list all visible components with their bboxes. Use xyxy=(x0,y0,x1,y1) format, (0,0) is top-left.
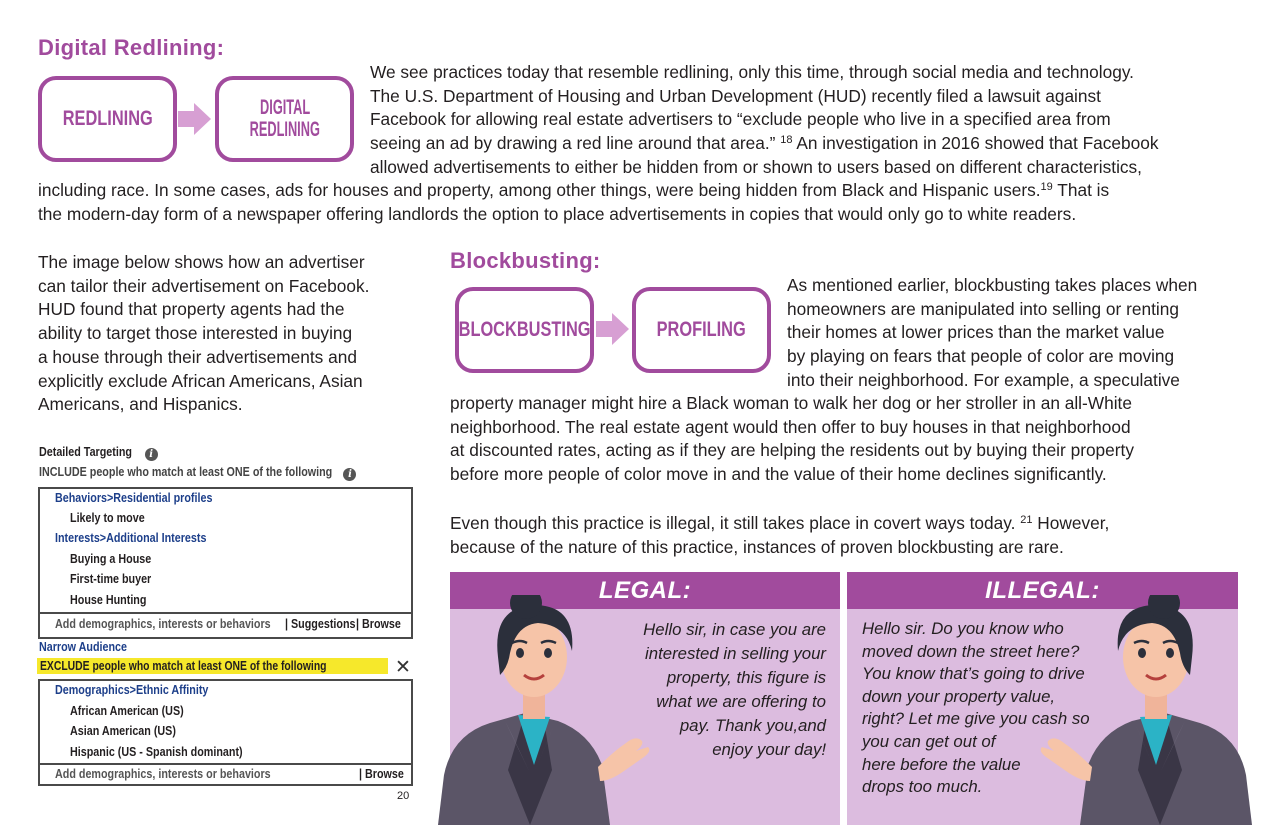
close-icon[interactable]: ✕ xyxy=(395,657,411,678)
exclude-item[interactable] xyxy=(70,724,193,738)
exclude-box[interactable] xyxy=(38,679,413,786)
redlining-line: Facebook for allowing real estate advertisers to “exclude people who live in a specified area from xyxy=(370,109,1111,130)
include-item-label: Likely to move xyxy=(70,511,145,525)
blockbusting-line: at discounted rates, acting as if they are helping the residents out by buying their property xyxy=(450,440,1134,461)
exclude-label: EXCLUDE people who match at least ONE of the following xyxy=(40,659,327,673)
digital-redlining-heading: Digital Redlining: xyxy=(38,35,225,60)
redlining-box xyxy=(38,76,177,162)
blockbusting-line: into their neighborhood. For example, a speculative xyxy=(787,369,1180,390)
redlining-line xyxy=(38,179,1109,203)
illegal-panel-title: ILLEGAL: xyxy=(847,572,1238,609)
profiling-box xyxy=(632,287,771,373)
suggestions-link[interactable] xyxy=(285,617,367,631)
speech-line: you can get out of xyxy=(862,731,996,751)
exclude-category xyxy=(55,683,233,697)
include-category-label: Interests>Additional Interests xyxy=(55,531,207,545)
blockbusting-line: property manager might hire a Black woman to walk her dog or her stroller in an all-White xyxy=(450,393,1132,413)
speech-line: down your property value, xyxy=(862,686,1056,706)
intro-line: The image below shows how an advertiser xyxy=(38,252,365,272)
redlining-line-text: That is xyxy=(1052,180,1110,200)
intro-line: Americans, and Hispanics. xyxy=(38,394,243,415)
browse-link[interactable] xyxy=(359,767,411,781)
intro-line: ability to target those interested in buying xyxy=(38,323,353,344)
include-add-input[interactable] xyxy=(55,617,306,631)
speech-line: moved down the street here? xyxy=(862,641,1080,661)
redlining-line xyxy=(370,132,1159,156)
browse-link[interactable] xyxy=(356,617,408,631)
include-item[interactable] xyxy=(70,593,159,607)
redlining-line: The U.S. Department of Housing and Urban Development (HUD) recently filed a lawsuit against xyxy=(370,85,1101,106)
redlining-line: We see practices today that resemble redlining, only this time, through social media and technology. xyxy=(370,62,1134,82)
legal-speech xyxy=(643,618,826,762)
blockbusting-line: by playing on fears that people of color are moving xyxy=(787,346,1175,367)
facebook-intro-paragraph xyxy=(38,251,369,417)
blockbusting-paragraph-2 xyxy=(450,512,1109,559)
legal-panel-title: LEGAL: xyxy=(450,572,840,609)
exclude-item[interactable] xyxy=(70,745,271,759)
speech-line: what we are offering to xyxy=(656,692,826,711)
detailed-targeting-title: Detailed Targeting xyxy=(39,445,132,459)
blockbusting-paragraph-bottom xyxy=(450,392,1134,487)
browse-label: | Browse xyxy=(356,617,401,631)
include-item-label: Buying a House xyxy=(70,552,152,566)
include-label: INCLUDE people who match at least ONE of the following xyxy=(39,465,333,479)
include-label-row xyxy=(39,465,356,481)
intro-line: can tailor their advertisement on Facebook. xyxy=(38,275,370,296)
blockbusting-paragraph-top xyxy=(787,274,1197,393)
exclude-label-row xyxy=(37,659,388,673)
speech-line: Hello sir. Do you know who xyxy=(862,619,1064,638)
page-number: 20 xyxy=(397,790,410,802)
agent-woman-illustration-left xyxy=(430,595,660,825)
exclude-add-input[interactable] xyxy=(55,767,306,781)
include-item[interactable] xyxy=(70,511,157,525)
redlining-line: the modern-day form of a newspaper offering landlords the option to place advertisements in copies that would only go to white readers. xyxy=(38,203,1077,224)
blockbusting-box-label: BLOCKBUSTING xyxy=(458,318,591,341)
include-category xyxy=(55,531,231,545)
blockbusting-heading: Blockbusting: xyxy=(450,248,601,273)
include-item[interactable] xyxy=(70,552,164,566)
intro-line: a house through their advertisements and xyxy=(38,346,357,367)
speech-line: pay. Thank you,and xyxy=(679,716,826,735)
include-item-label: First-time buyer xyxy=(70,572,152,586)
speech-line: drops too much. xyxy=(862,777,983,797)
digital-redlining-box-line2: REDLINING xyxy=(249,118,320,141)
exclude-item-label: Asian American (US) xyxy=(70,724,176,738)
speech-line: property, this figure is xyxy=(666,668,826,687)
blockbusting-line: before more people of color move in and the value of their home declines significantly. xyxy=(450,464,1107,485)
exclude-item-label: African American (US) xyxy=(70,704,184,718)
suggestions-label: | Suggestions xyxy=(285,617,356,631)
arrow-right-icon xyxy=(178,103,212,135)
agent-woman-illustration-right xyxy=(1030,595,1260,825)
browse-label: | Browse xyxy=(359,767,404,781)
blockbusting-line-text: Even though this practice is illegal, it still takes place in covert ways today. xyxy=(450,513,1021,533)
info-icon[interactable]: i xyxy=(145,448,158,461)
digital-redlining-box xyxy=(215,76,354,162)
blockbusting-line: As mentioned earlier, blockbusting takes places when xyxy=(787,275,1198,295)
exclude-category-label: Demographics>Ethnic Affinity xyxy=(55,683,209,697)
include-add-placeholder: Add demographics, interests or behaviors xyxy=(55,617,271,631)
include-category-label: Behaviors>Residential profiles xyxy=(55,491,213,505)
speech-line: You know that’s going to drive xyxy=(862,664,1085,684)
blockbusting-line: neighborhood. The real estate agent would then offer to buy houses in that neighborhood xyxy=(450,416,1131,437)
profiling-box-label: PROFILING xyxy=(656,318,747,341)
include-box[interactable] xyxy=(38,487,413,639)
digital-redlining-box-line1: DIGITAL xyxy=(259,96,310,119)
blockbusting-line: their homes at lower prices than the market value xyxy=(787,322,1165,343)
intro-line: explicitly exclude African Americans, Asian xyxy=(38,370,363,391)
redlining-box-label: REDLINING xyxy=(62,107,153,130)
narrow-audience-link[interactable] xyxy=(39,640,141,654)
divider xyxy=(40,612,411,614)
blockbusting-line xyxy=(450,512,1109,536)
redlining-paragraph-bottom xyxy=(38,179,1109,226)
narrow-audience-label: Narrow Audience xyxy=(39,640,128,654)
footnote-18: 18 xyxy=(780,134,793,147)
include-category xyxy=(55,491,238,505)
speech-line: Hello sir, in case you are xyxy=(643,620,826,639)
intro-line: HUD found that property agents had the xyxy=(38,299,345,320)
redlining-line: allowed advertisements to either be hidden from or shown to users based on different characteristics, xyxy=(370,156,1142,177)
exclude-item-label: Hispanic (US - Spanish dominant) xyxy=(70,745,243,759)
blockbusting-line: because of the nature of this practice, instances of proven blockbusting are rare. xyxy=(450,536,1064,557)
blockbusting-box xyxy=(455,287,594,373)
speech-line: right? Let me give you cash so xyxy=(862,709,1090,729)
include-item-label: House Hunting xyxy=(70,593,147,607)
footnote-21: 21 xyxy=(1020,514,1033,526)
redlining-paragraph-top xyxy=(370,61,1159,180)
redlining-line-text: seeing an ad by drawing a red line around that area.” xyxy=(370,133,781,154)
arrow-right-icon xyxy=(596,313,630,345)
blockbusting-line-text: However, xyxy=(1032,513,1110,533)
redlining-line-text: An investigation in 2016 showed that Facebook xyxy=(792,133,1159,154)
speech-line: interested in selling your xyxy=(645,644,826,663)
detailed-targeting-title-row xyxy=(39,445,158,461)
redlining-line-text: including race. In some cases, ads for houses and property, among other things, were being hidden from Black and Hispanic users. xyxy=(38,180,1041,200)
info-icon[interactable]: i xyxy=(343,468,356,481)
blockbusting-line: homeowners are manipulated into selling or renting xyxy=(787,298,1179,319)
footnote-19: 19 xyxy=(1040,181,1053,193)
include-item[interactable] xyxy=(70,572,164,586)
divider xyxy=(40,763,411,765)
speech-line: here before the value xyxy=(862,754,1021,774)
exclude-item[interactable] xyxy=(70,704,202,718)
exclude-add-placeholder: Add demographics, interests or behaviors xyxy=(55,767,271,781)
speech-line: enjoy your day! xyxy=(712,740,826,759)
